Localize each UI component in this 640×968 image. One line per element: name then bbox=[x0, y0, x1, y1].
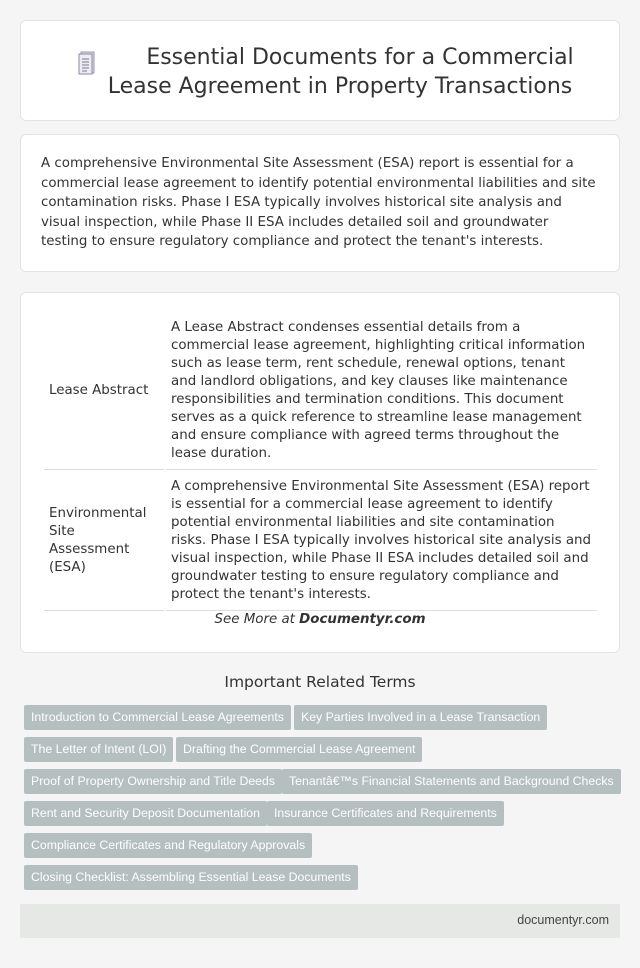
related-term-tag[interactable]: Proof of Property Ownership and Title Deeds bbox=[24, 769, 282, 794]
term-name: Lease Abstract bbox=[44, 313, 164, 470]
related-term-tag[interactable]: The Letter of Intent (LOI) bbox=[24, 737, 173, 762]
related-terms-heading: Important Related Terms bbox=[224, 673, 416, 691]
related-term-tag[interactable]: Compliance Certificates and Regulatory Approvals bbox=[24, 833, 312, 858]
table-row bbox=[44, 313, 597, 470]
related-term-tag[interactable]: Rent and Security Deposit Documentation bbox=[24, 801, 267, 826]
term-definition: A comprehensive Environmental Site Assessment (ESA) report is essential for a commercial lease agreement to identify potential environmental liabilities and site contamination risks. Phase I ESA typically involves historical site analysis and visual inspection, while Phase II ESA includes detailed soil and groundwater testing to ensure regulatory compliance and protect the tenant's interests. bbox=[166, 472, 597, 611]
terms-card bbox=[20, 292, 620, 653]
footer bbox=[20, 904, 620, 938]
title-card bbox=[20, 20, 620, 121]
footer-site-link[interactable]: documentyr.com bbox=[517, 913, 609, 927]
term-definition: A Lease Abstract condenses essential details from a commercial lease agreement, highlighting critical information such as lease term, rent schedule, renewal options, tenant and landlord obligations, and key clauses like maintenance responsibilities and termination conditions. This document serves as a quick reference to streamline lease management and ensure compliance with agreed terms throughout the lease duration. bbox=[166, 313, 597, 470]
related-term-tag[interactable]: Introduction to Commercial Lease Agreements bbox=[24, 705, 291, 730]
related-term-tag[interactable]: Closing Checklist: Assembling Essential Lease Documents bbox=[24, 865, 358, 890]
related-term-tag[interactable]: Drafting the Commercial Lease Agreement bbox=[176, 737, 422, 762]
related-term-tag[interactable]: Insurance Certificates and Requirements bbox=[267, 801, 504, 826]
see-more-link[interactable] bbox=[21, 612, 619, 627]
related-term-tag[interactable]: Key Parties Involved in a Lease Transaction bbox=[294, 705, 547, 730]
see-more-site[interactable]: Documentyr.com bbox=[299, 612, 426, 627]
table-row bbox=[44, 472, 597, 611]
terms-table bbox=[42, 311, 599, 613]
intro-paragraph: A comprehensive Environmental Site Assessment (ESA) report is essential for a commercial lease agreement to identify potential environmental liabilities and site contamination risks. Phase I ESA typically involves historical site analysis and visual inspection, while Phase II ESA includes detailed soil and groundwater testing to ensure regulatory compliance and protect the tenant's interests. bbox=[41, 156, 596, 249]
page-title: Essential Documents for a Commercial Lease Agreement in Property Transactions bbox=[107, 45, 574, 99]
intro-card bbox=[20, 134, 620, 272]
see-more-prefix: See More at bbox=[214, 612, 300, 627]
term-name: Environmental Site Assessment (ESA) bbox=[44, 472, 164, 611]
related-term-tag[interactable]: Tenantâ€™s Financial Statements and Background Checks bbox=[282, 769, 621, 794]
